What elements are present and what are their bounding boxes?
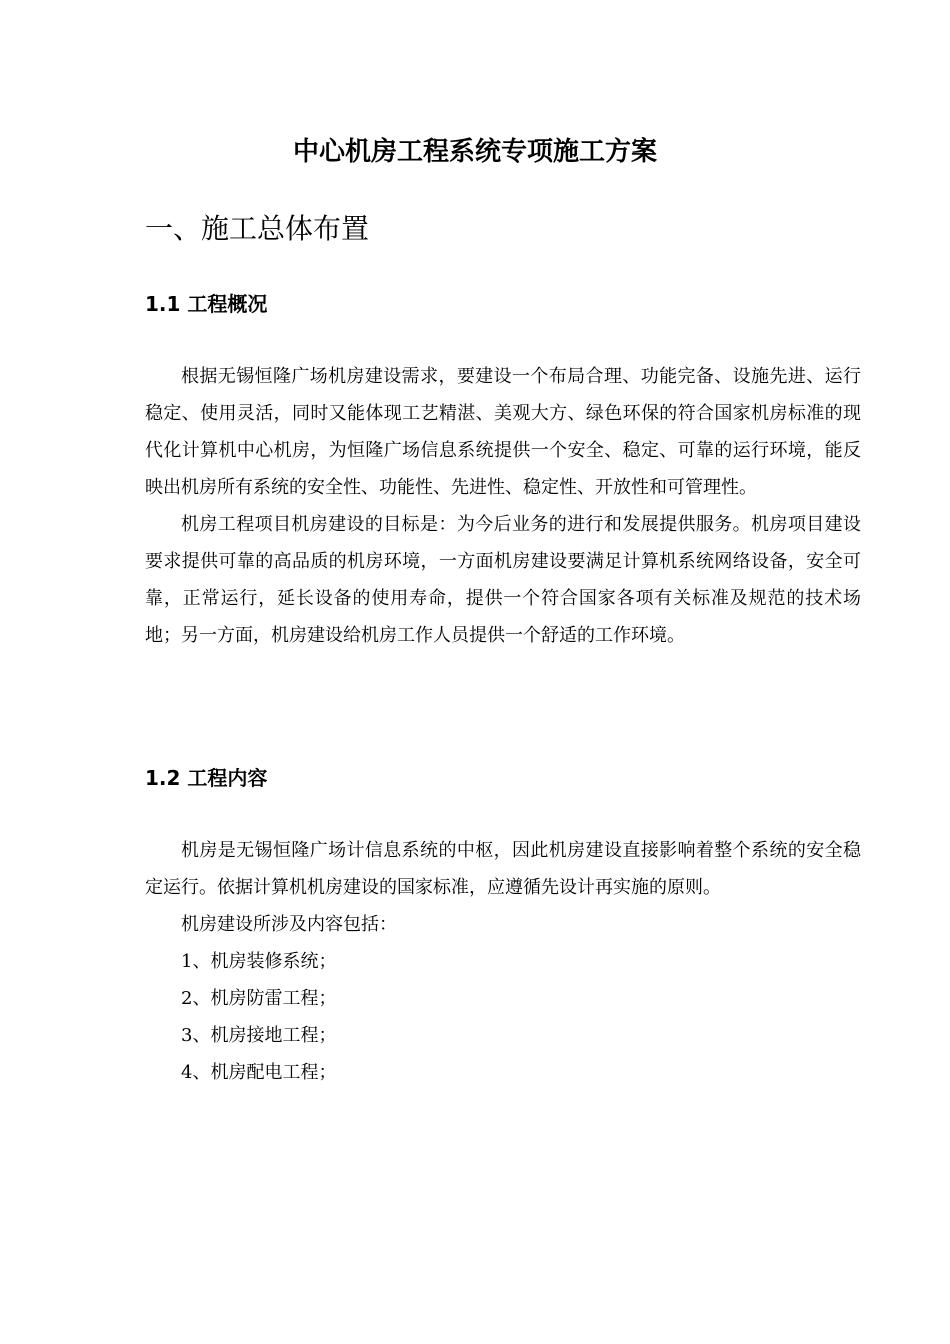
content-list: [145, 943, 861, 1091]
list-item: 4、机房配电工程；: [181, 1062, 337, 1083]
paragraph-content-1: 机房是无锡恒隆广场计信息系统的中枢，因此机房建设直接影响着整个系统的安全稳定运行。依据计算机机房建设的国家标准，应遵循先设计再实施的原则。: [145, 840, 861, 898]
list-item: 1、机房装修系统；: [181, 951, 337, 972]
document-title: 中心机房工程系统专项施工方案: [292, 137, 657, 167]
list-item: 2、机房防雷工程；: [181, 988, 337, 1009]
section-heading-1: 一、施工总体布置: [145, 212, 370, 245]
paragraph-overview-2: 机房工程项目机房建设的目标是：为今后业务的进行和发展提供服务。机房项目建设要求提供可靠的高品质的机房环境，一方面机房建设要满足计算机系统网络设备，安全可靠，正常运行，延长设备的使用寿命，提供一个符合国家各项有关标准及规范的技术场地；另一方面，机房建设给机房工作人员提供一个舒适的工作环境。: [145, 514, 861, 646]
subsection-1-2-body: [145, 832, 861, 1091]
subsection-heading-1-2: 1.2 工程内容: [145, 766, 268, 790]
subsection-1-1-body: [145, 358, 861, 654]
list-item: 3、机房接地工程；: [181, 1025, 337, 1046]
paragraph-overview-1: 根据无锡恒隆广场机房建设需求，要建设一个布局合理、功能完备、设施先进、运行稳定、使用灵活，同时又能体现工艺精湛、美观大方、绿色环保的符合国家机房标准的现代化计算机中心机房，为恒隆广场信息系统提供一个安全、稳定、可靠的运行环境，能反映出机房所有系统的安全性、功能性、先进性、稳定性、开放性和可管理性。: [145, 366, 861, 498]
subsection-heading-1-1: 1.1 工程概况: [145, 292, 268, 316]
paragraph-content-2: 机房建设所涉及内容包括：: [181, 914, 397, 935]
